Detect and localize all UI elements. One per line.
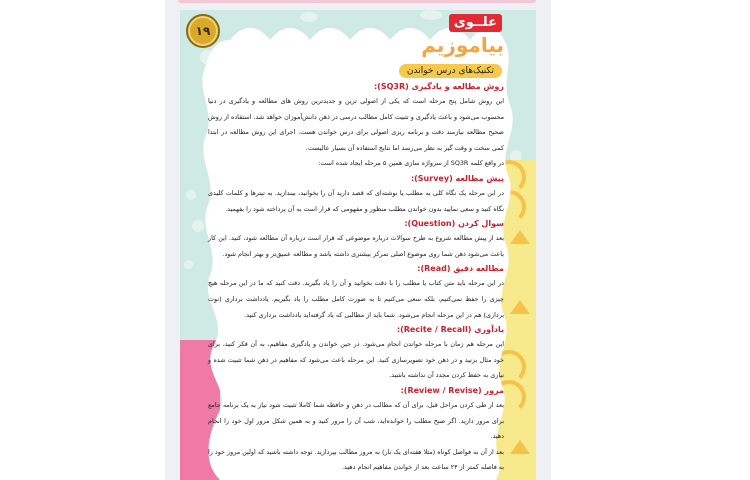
section-heading: روش مطالعه و یادگیری (SQ3R): xyxy=(373,82,504,91)
section-heading: مرور (Review / Revise): xyxy=(400,385,504,395)
paragraph: این روش شامل پنج مرحله است که یکی از اصولی ترین و جدیدترین روش های مطالعه و یادگیری در دنیا محسوب می‌شود و باعث یادگیری و تثبیت کامل مطالب درسی در ذهن دانش‌آموزان خواهد شد. استفاده از روش صحیح مطالعه نیازمند دقت و برنامه ریزی اصولی برای درس خواندن هست. اجرای این روش مطالعه در ابتدا کمی سخت و وقت گیر به نظر می‌رسد اما نتایج استفاده آن بسیار عالیست. xyxy=(208,97,504,152)
page-number: ۱۹ xyxy=(195,24,211,38)
brand-logo: علــوی xyxy=(449,14,502,32)
paragraph: در این مرحله یک نگاه کلی به مطلب یا نوشته‌ای که قصد دارید آن را بخوانید، بیندازید. به تیترها و کلمات کلیدی نگاه کنید و سعی نمایید بدون خواندن مطلب منظور و مفهومی که قرار است به آن پرداخته شود را بفهمید. xyxy=(208,188,504,213)
section-review xyxy=(208,385,504,476)
previous-page-edge xyxy=(178,0,536,3)
page-title: بیاموزیم xyxy=(421,33,504,57)
paragraph: بعد از طی کردن مراحل قبل، برای آن که مطالب در ذهن و حافظه شما کاملا تثبیت شود نیاز به یک برنامه جامع برای مرور دارید. اگر صبح مطلب را خوانده‌اید، شب آن را مرور کنید و به همین شکل مرور اول خود را انجام دهید. xyxy=(208,400,504,441)
paragraph: در این مرحله باید متن کتاب یا مطلب را با دقت بخوانید و آن را یاد بگیرید. دقت کنید که ما در این مرحله هیچ چیزی را حفظ نمی‌کنیم، بلکه سعی می‌کنیم تا به صورت کامل مطلب را یاد بگیریم. یادداشت برداری (نوت برداری) هم در این مرحله انجام می‌شود. شما باید از مطالبی که یاد گرفته‌اید یادداشت برداری کنید. xyxy=(208,279,504,319)
section-read xyxy=(208,263,504,323)
paragraph: بعد از پیش مطالعه شروع به طرح سوالات درباره موضوعی که قرار است درباره آن مطالعه شود، کنید. این کار باعث می‌شود ذهن شما روی موضوع اصلی تمرکز بیشتری داشته باشد و مطالعه عمیق‌تر و بهتر انجام شود. xyxy=(208,234,504,258)
paragraph: بعد از آن به فواصل کوتاه (مثلا هفته‌ای یک بار) به مرور مطالب بپردازید. توجه داشته باشید که اولین مرور خود را به فاصله کمتر از ۲۴ ساعت بعد از خواندن مفاهیم انجام دهید. xyxy=(208,447,504,472)
section-heading: سوال کردن (Question): xyxy=(404,219,504,229)
section-sq3r xyxy=(208,81,504,172)
section-heading: یادآوری (Recite / Recall): xyxy=(396,325,504,335)
paragraph: در واقع کلمه SQ3R از سرواژه سازی همین ۵ مرحله ایجاد شده است: xyxy=(318,159,504,168)
section-recite xyxy=(208,324,504,384)
article-body xyxy=(208,80,504,476)
section-heading: پیش مطالعه (Survey): xyxy=(410,173,504,183)
page-number-badge xyxy=(186,14,220,48)
section-heading: مطالعه دقیق (Read): xyxy=(417,264,504,274)
paragraph: این مرحله هم زمان با مرحله خواندن انجام می‌شود. در حین خواندن و یادگیری مفاهیم، به آن فکر کنید، برای خود مثال بزنید و در ذهن خود تصویرسازی کنید. این مرحله باعث می‌شود که مفاهیم در ذهن شما تثبیت شده و نیازی به حفظ کردن مجدد آن نداشته باشید. xyxy=(208,340,504,380)
section-survey xyxy=(208,173,504,217)
topic-chip: تکنیک‌های درس خواندن xyxy=(399,64,502,78)
section-question xyxy=(208,218,504,262)
